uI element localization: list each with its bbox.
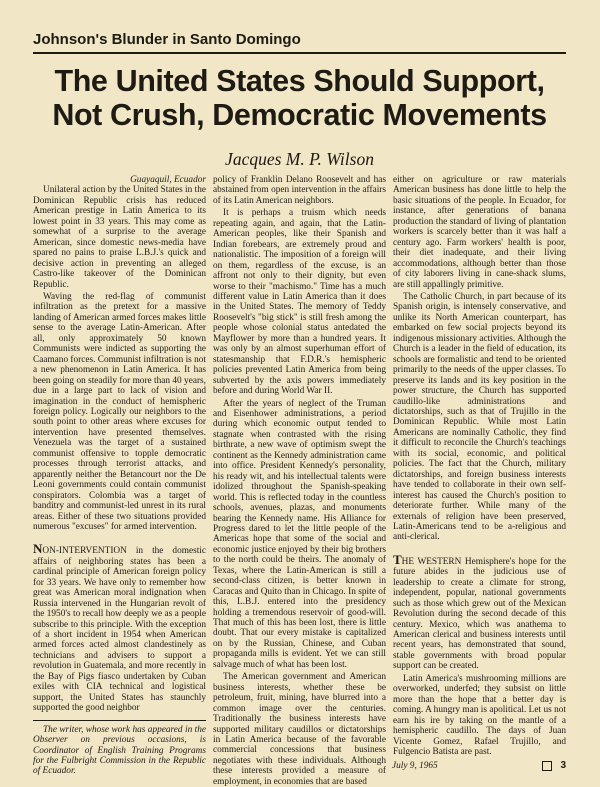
footer-right [542, 760, 566, 771]
page-number: 3 [560, 760, 566, 771]
byline: Jacques M. P. Wilson [225, 149, 374, 169]
paragraph: Latin America's mushrooming millions are overworked, underfed; they subsist on little more than the hope that a better day is coming. A hungry man is apolitical. Let us not earn his ire by taking on the mantle of a hemispheric caudillo. The days of Juan Vicente Gomez, Rafael Trujillo, and Fulgencio Batista are past. [393, 673, 566, 758]
paragraph: The American government and American business interests, whether these be petroleum, fruit, mining, have blurred into a common image over the centuries. Traditionally the business interests have supported military caudillos or dictatorships in Latin America because of the favorable commercial concessions that business negotiates with these individuals. Although these interests provided a measure of employment, in economies that are based [213, 672, 386, 787]
paragraph: The Catholic Church, in part because of its Spanish origin, is intensely conservative, and unlike its North American counterpart, has embarked on few social projects beyond its indigenous missionary activities. Although the Church is a leader in the field of education, its schools are formalistic and tend to be oriented primarily to the needs of the upper classes. To preserve its lands and its key position in the power structure, the Church has supported caudillo-like administrations and dictatorships, such as that of Trujillo in the Dominican Republic. While most Latin Americans are nominally Catholic, they find it difficult to reconcile the Church's teachings with its social, economic, and political policies. The fact that the Church, military dictatorships, and foreign business interests have tended to collaborate in their own self-interest has caused the Church's position to deteriorate further. While many of the externals of religion have been preserved, Latin-Americans tend to be a-religious and anti-clerical. [393, 291, 566, 543]
column-2 [213, 175, 386, 787]
drop-cap: T [393, 551, 402, 567]
headline-line-1: The United States Should Support, [54, 64, 545, 98]
note-divider [33, 720, 206, 721]
paragraph: policy of Franklin Delano Roosevelt and has abstained from open intervention in the affairs of its Latin American neighbors. [213, 175, 386, 206]
column-3 [393, 175, 566, 758]
paragraph: After the years of neglect of the Truman and Eisenhower administrations, a period during which economic output tended to stagnate when contrasted with the rising birthrate, a new wave of optimism swept the continent as the Kennedy administration came into office. President Kennedy's personality, his ready wit, and his intellectual talents were idolized throughout the Spanish-speaking world. This is reflected today in the countless schools, avenues, plazas, and monuments bearing the Kennedy name. His Alliance for Progress dared to let the little people of the Americas hope that some of the social and economic justice enjoyed by their big brothers to the north could be theirs. The anomaly of Texas, where the Latin-American is still a second-class citizen, is better known in Caracas and Quito than in Chicago. In spite of this, L.B.J. entered into the presidency holding a tremendous reservoir of good-will. That much of this has been lost, there is little doubt. That our every mistake is capitalized on by the Russian, Chinese, and Cuban propaganda mills is evident. Yet we can still salvage much of what has been lost. [213, 398, 386, 670]
author-note: The writer, whose work has appeared in the Observer on previous occasions, is Coordinator of English Training Programs for the Fulbright Commission in the Republic of Ecuador. [33, 724, 206, 777]
paragraph-text: HE WESTERN Hemisphere's hope for the future abides in the judicious use of leadership to create a climate for strong, independent, popular, national governments such as those which grew out of the Mexican Revolution during the second decade of this century. Mexico, which was anathema to American clerical and business interests until recent years, has demonstrated that sound, stable governments with broad popular support can be created. [393, 556, 566, 672]
headline-line-2: Not Crush, Democratic Movements [52, 98, 547, 132]
paragraph: Waving the red-flag of communist infiltration as the pretext for a massive landing of American armed forces makes little sense to the average Latin-American. After all, only approximately 50 known Communists were indicted as supporting the Caamano forces. Communist infiltration is not a new phenomenon in Latin America. It has been going on steadily for more than 40 years, due in a large part to lack of vision and imagination in the conduct of hemispheric foreign policy. Logically our neighbors to the south point to other areas where excuses for intervention have presented themselves. Venezuela was the target of a sustained communist offensive to topple democratic processes through terrorist attacks, and apparently neither the Betancourt nor the De Leoni governments could contain communist conspirators. Colombia was a target of banditry and communist-led unrest in its rural areas. Either of these two situations provided numerous "excuses" for armed intervention. [33, 291, 207, 532]
section-kicker: Johnson's Blunder in Santo Domingo [33, 30, 566, 54]
paragraph: either on agriculture or raw materials American business has done little to help the basic situations of the people. In Ecuador, for instance, after generations of banana production the standard of living of plantation workers is scarcely better than it was half a century ago. Farm workers' health is poor, their diet inadequate, and their living accommodations, although better than those of city laborers living in cane-shack slums, are still appallingly primitive. [393, 175, 566, 290]
headline [33, 64, 566, 132]
column-1 [33, 175, 207, 777]
paragraph-dropcap [33, 541, 206, 714]
paragraph: It is perhaps a truism which needs repeating again, and again, that the Latin-American peoples, like their Spanish and Indian forebears, are extremely proud and nationalistic. The imposition of a foreign will on them, regardless of the excuse, is an affront not only to their dignity, but even worse to their "machismo." Time has a much different value in Latin America than it does in the United States. The memory of Teddy Roosevelt's "big stick" is still fresh among the people whose colonial status antedated the Mayflower by more than a hundred years. It was only by an almost superhuman effort of statesmanship that F.D.R.'s hemispheric policies prevented Latin America from being subverted by the axis powers immediately before and during World War II. [213, 208, 386, 397]
end-mark-icon [542, 761, 552, 771]
drop-cap: N [33, 541, 43, 557]
paragraph-dropcap [393, 551, 566, 672]
page-footer [392, 760, 566, 771]
dateline: Guayaquil, Ecuador [130, 175, 206, 185]
paragraph: Unilateral action by the United States in the Dominican Republic crisis has reduced American prestige in Latin America to its lowest point in 33 years. This may come as somewhat of a surprise to the average American, since domestic news-media have spared no pains to praise L.B.J.'s quick and decisive action in preventing an alleged Castro-like takeover of the Dominican Republic. [33, 185, 206, 290]
paragraph-text: ON-INTERVENTION in the domestic affairs of neighboring states has been a cardinal principle of American foreign policy for 33 years. We have only to remember how great was American moral indignation when Russia intervened in the Hungarian revolt of the 1950's to recall how deeply we as a people subscribe to this principle. With the exception of a short incident in 1954 when American armed forces acted almost clandestinely as technicians and advisers to support a revolution in Guatemala, and more recently in the Bay of Pigs fiasco undertaken by Cuban exiles with CIA technical and logistical support, the United States has staunchly supported the good neighbor [33, 546, 206, 714]
issue-date: July 9, 1965 [392, 760, 438, 771]
